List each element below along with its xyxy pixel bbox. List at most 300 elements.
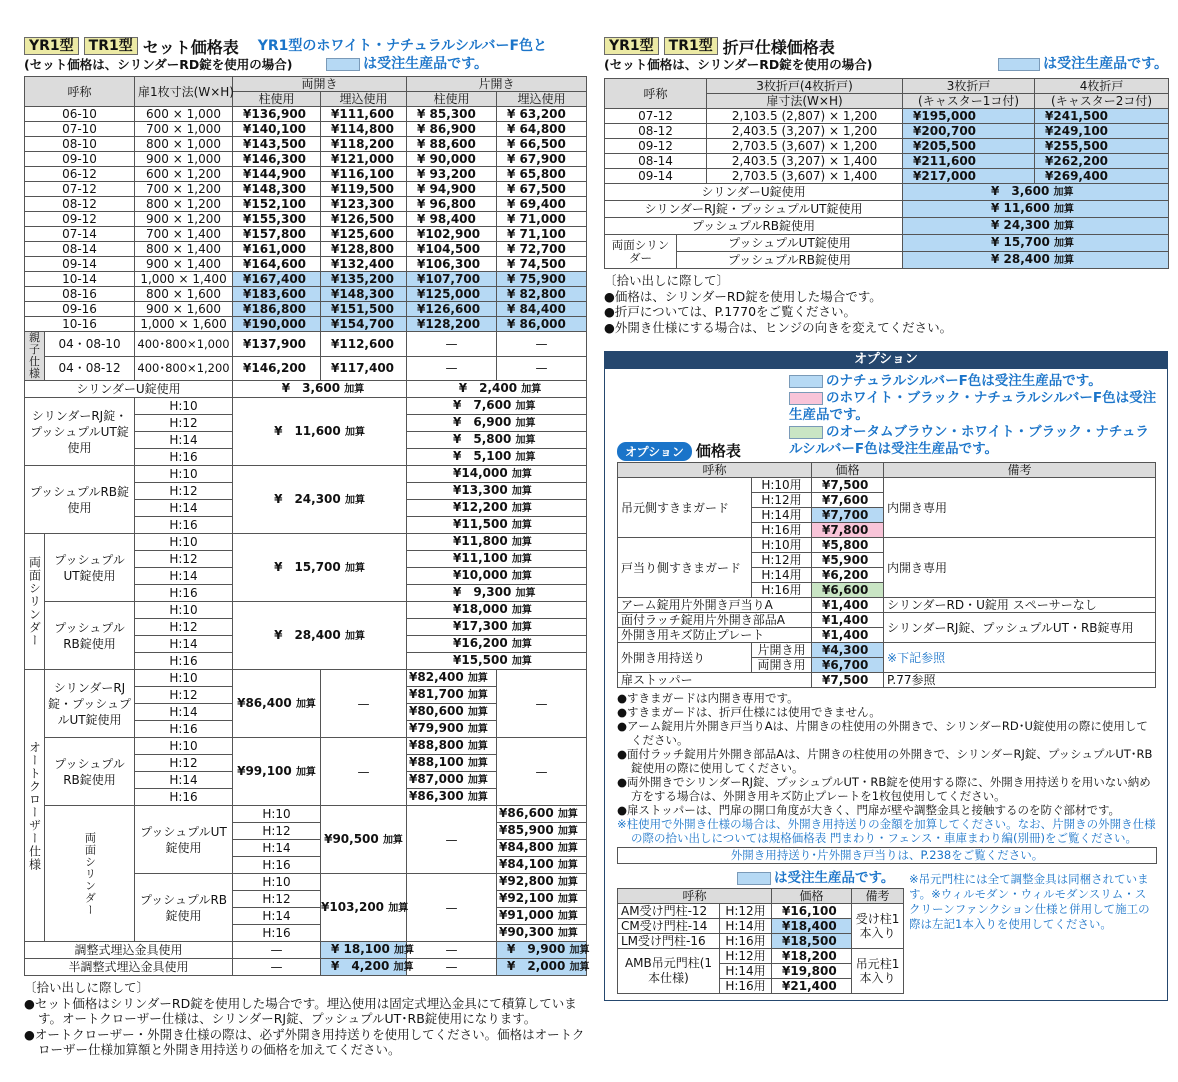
kasan-label: 加算 <box>515 588 536 599</box>
kata-price-cell <box>407 755 497 772</box>
price-value: ¥ 11,600 <box>274 423 341 438</box>
price-value: ¥79,900 <box>409 721 464 735</box>
table-cell: ¥186,800 <box>233 302 321 317</box>
kata-price-cell <box>407 415 587 432</box>
table-cell: 07-12 <box>25 182 135 197</box>
table-row <box>605 154 1169 169</box>
col-name: 呼称 <box>618 463 812 478</box>
price-value: ¥ 15,700 <box>274 559 341 574</box>
price-value: ¥86,400 <box>237 695 292 710</box>
table-cell: ¥6,200 <box>812 568 884 583</box>
table-cell: ¥ 90,000 <box>407 152 497 167</box>
table-cell: H:12用 <box>752 493 812 508</box>
table-cell: — <box>233 942 321 959</box>
table-cell: 04・08-10 <box>45 332 135 357</box>
col-3fold-sub: (キャスター1コ付) <box>903 94 1035 109</box>
price-value: ¥99,100 <box>237 763 292 778</box>
kata-price-cell <box>407 466 587 483</box>
ryo-price-cell <box>321 874 407 942</box>
table-cell: ¥118,200 <box>321 137 407 152</box>
kasan-label: 加算 <box>557 843 578 854</box>
group-label: プッシュプルRB錠使用 <box>45 738 135 806</box>
kasan-label: 加算 <box>1054 204 1075 215</box>
table-cell: 08-14 <box>605 154 707 169</box>
table-cell: ¥135,200 <box>321 272 407 287</box>
legend-text: のホワイト・ブラック・ナチュラルシルバーF色は受注生産品です。 <box>789 390 1157 423</box>
kasan-label: 加算 <box>467 792 488 803</box>
set-price-table <box>24 76 590 976</box>
table-cell: ¥ 94,900 <box>407 182 497 197</box>
table-cell: ¥7,800 <box>812 523 884 538</box>
table-cell: H:16 <box>135 789 233 806</box>
table-cell: H:14 <box>135 568 233 585</box>
table-row <box>25 670 587 687</box>
table-cell: ¥116,100 <box>321 167 407 182</box>
set-price-subtitle: (セット価格は、シリンダーRD錠を使用の場合) <box>24 57 293 72</box>
table-row <box>618 673 1156 688</box>
table-cell: ¥ 67,900 <box>497 152 587 167</box>
right-notes <box>604 273 1168 335</box>
kata-price-cell <box>497 874 587 891</box>
table-cell: ¥ 84,400 <box>497 302 587 317</box>
table-cell: ¥117,400 <box>321 356 407 381</box>
price-value: ¥ 6,900 <box>453 415 512 429</box>
table-row <box>25 257 587 272</box>
table-cell: — <box>407 959 497 976</box>
group-label: プッシュプルRB錠使用 <box>135 874 233 942</box>
table-cell: ¥183,600 <box>233 287 321 302</box>
table-cell: ¥167,400 <box>233 272 321 287</box>
option-note: シリンダーRD・U錠用 スペーサーなし <box>884 598 1156 613</box>
kasan-label: 加算 <box>467 741 488 752</box>
table-cell: 受け柱1本入り <box>852 904 904 949</box>
table-cell: H:14 <box>135 500 233 517</box>
table-cell: ¥262,200 <box>1035 154 1169 169</box>
kasan-label: 加算 <box>467 758 488 769</box>
kata-price-cell <box>497 806 587 823</box>
add-label: シリンダーRJ錠・プッシュプルUT錠使用 <box>605 201 903 218</box>
table-cell: ¥16,100 <box>772 904 852 919</box>
table-row <box>618 538 1156 553</box>
kasan-label: 加算 <box>515 435 536 446</box>
table-cell: ¥1,400 <box>812 628 884 643</box>
table-cell: ¥18,400 <box>772 919 852 934</box>
table-cell: ¥128,200 <box>407 317 497 332</box>
kata-price-cell <box>407 772 497 789</box>
option-name: 外開き用キズ防止プレート <box>618 628 812 643</box>
col-umekomi: 埋込使用 <box>497 92 587 107</box>
table-row <box>25 152 587 167</box>
table-cell: ¥7,600 <box>812 493 884 508</box>
price-value: ¥92,800 <box>499 874 554 888</box>
vertical-label: 両面シリンダー <box>45 806 135 942</box>
ryo-price-cell <box>233 602 407 670</box>
table-cell: ¥146,300 <box>233 152 321 167</box>
table-row <box>605 139 1169 154</box>
table-cell: H:12 <box>135 687 233 704</box>
model-tag-yr1: YR1型 <box>24 37 79 55</box>
table-cell: H:12 <box>233 891 321 908</box>
group-label: プッシュプルRB錠使用 <box>45 602 135 670</box>
table-cell: 08-10 <box>25 137 135 152</box>
folding-title: 折戸仕様価格表 <box>722 37 835 57</box>
table-cell: ¥195,000 <box>903 109 1035 124</box>
table-cell: H:16 <box>233 925 321 942</box>
table-cell: H:10 <box>135 398 233 415</box>
table-cell: 06-12 <box>25 167 135 182</box>
kata-price-cell <box>407 398 587 415</box>
table-row <box>25 317 587 332</box>
table-cell: ¥144,900 <box>233 167 321 182</box>
kasan-label: 加算 <box>569 962 590 973</box>
table-cell: ¥18,500 <box>772 934 852 949</box>
price-value: ¥ 5,100 <box>453 449 512 463</box>
vertical-label: オートクローザー仕様 <box>25 670 45 942</box>
table-cell: ¥126,600 <box>407 302 497 317</box>
table-cell: ¥148,300 <box>321 287 407 302</box>
table-cell: 900 × 1,600 <box>135 302 233 317</box>
table-cell: 07-10 <box>25 122 135 137</box>
ryo-price-cell <box>233 398 407 466</box>
price-value: ¥ 5,800 <box>453 432 512 446</box>
ryo-price-cell <box>321 806 407 874</box>
table-cell: H:16 <box>233 857 321 874</box>
price-value: ¥14,000 <box>453 466 508 480</box>
table-cell: ¥164,600 <box>233 257 321 272</box>
option-notes <box>617 691 1157 845</box>
kasan-label: 加算 <box>511 503 532 514</box>
kasan-label: 加算 <box>569 945 590 956</box>
ryo-price-cell <box>233 466 407 534</box>
table-cell: — <box>407 942 497 959</box>
table-cell: ¥200,700 <box>903 124 1035 139</box>
kasan-label: 加算 <box>511 486 532 497</box>
col-price: 価格 <box>772 889 852 904</box>
kasan-label: 加算 <box>344 562 365 574</box>
notes-heading: 〔拾い出しに際して〕 <box>604 273 730 288</box>
kasan-label: 加算 <box>511 520 532 531</box>
option-note: ※下記参照 <box>884 643 1156 673</box>
vertical-label: 両面シリンダー <box>25 534 45 670</box>
table-cell: ¥154,700 <box>321 317 407 332</box>
table-cell: 600 × 1,200 <box>135 167 233 182</box>
col-umekomi: 埋込使用 <box>321 92 407 107</box>
price-value: ¥88,100 <box>409 755 464 769</box>
table-cell: ¥190,000 <box>233 317 321 332</box>
note-item: ●価格は、シリンダーRD錠を使用した場合です。 <box>604 288 882 304</box>
table-cell: H:12 <box>135 483 233 500</box>
table-cell: H:14 <box>135 704 233 721</box>
option-note: P.77参照 <box>884 673 1156 688</box>
set-price-section <box>24 36 590 1058</box>
kasan-label: 加算 <box>467 775 488 786</box>
ryo-price-cell <box>233 534 407 602</box>
table-cell: 1,000 × 1,400 <box>135 272 233 287</box>
table-cell: ¥269,400 <box>1035 169 1169 184</box>
table-cell: ¥155,300 <box>233 212 321 227</box>
price-value: ¥103,200 <box>321 899 385 914</box>
kasan-label: 加算 <box>511 554 532 565</box>
option-note: シリンダーRJ錠、プッシュプルUT・RB錠専用 <box>884 613 1156 643</box>
kata-price-cell <box>407 704 497 721</box>
table-cell: ¥ 86,900 <box>407 122 497 137</box>
table-cell: H:14用 <box>752 508 812 523</box>
table-cell: ¥140,100 <box>233 122 321 137</box>
table-cell: H:10 <box>135 602 233 619</box>
kata-price-cell <box>407 585 587 602</box>
folding-door-section <box>604 36 1168 1001</box>
table-cell: 吊元柱1本入り <box>852 949 904 994</box>
model-tag-tr1: TR1型 <box>84 37 138 55</box>
price-value: ¥18,000 <box>453 602 508 616</box>
cylinder-u-ryo: ¥ 3,600 <box>281 381 341 395</box>
table-cell: ¥ 66,500 <box>497 137 587 152</box>
color-swatch <box>789 375 823 388</box>
table-cell: H:10 <box>135 534 233 551</box>
table-cell: ¥6,700 <box>812 658 884 673</box>
table-cell: ¥143,500 <box>233 137 321 152</box>
table-cell: ¥ 67,500 <box>497 182 587 197</box>
note-item: ●すきまガードは内開き専用です。 <box>617 691 799 705</box>
table-row <box>605 124 1169 139</box>
kasan-label: 加算 <box>557 826 578 837</box>
table-cell: ¥104,500 <box>407 242 497 257</box>
color-swatch <box>737 872 771 885</box>
kasan-label: 加算 <box>515 401 536 412</box>
table-cell: 800 × 1,200 <box>135 197 233 212</box>
kata-price-cell <box>407 653 587 670</box>
table-cell: ¥5,900 <box>812 553 884 568</box>
kata-price-cell <box>497 925 587 942</box>
table-cell: ¥123,300 <box>321 197 407 212</box>
option-name: 面付ラッチ錠用片外開き部品A <box>618 613 812 628</box>
table-cell: ¥ 93,200 <box>407 167 497 182</box>
kata-price-cell <box>407 534 587 551</box>
table-cell: ¥107,700 <box>407 272 497 287</box>
order-note: は受注生産品です。 <box>1043 56 1168 72</box>
add-label: プッシュプルUT錠使用 <box>677 235 903 252</box>
table-cell: ¥146,200 <box>233 356 321 381</box>
table-cell: ¥7,500 <box>812 478 884 493</box>
table-cell: H:12 <box>135 619 233 636</box>
table-cell: ¥1,400 <box>812 613 884 628</box>
table-cell: 900 × 1,400 <box>135 257 233 272</box>
col-note: 備考 <box>852 889 904 904</box>
table-row <box>25 167 587 182</box>
kasan-label: 加算 <box>382 834 403 846</box>
table-cell: 700 × 1,200 <box>135 182 233 197</box>
table-cell: 08-16 <box>25 287 135 302</box>
kata-price-cell <box>407 551 587 568</box>
col-name: 呼称 <box>25 77 135 107</box>
adj-label: 調整式埋込金具使用 <box>25 942 233 959</box>
table-cell: AMB吊元門柱(1本仕様) <box>618 949 720 994</box>
table-cell: CM受け門柱-14 <box>618 919 720 934</box>
price-value: ¥ 7,600 <box>453 398 512 412</box>
cylinder-u-kata: ¥ 2,400 <box>458 381 518 395</box>
price-value: ¥92,100 <box>499 891 554 905</box>
box-note: 外開き用持送り･片外開き戸当りは、P.238をご覧ください。 <box>617 847 1157 864</box>
table-cell: ¥ 96,800 <box>407 197 497 212</box>
table-cell: ¥255,500 <box>1035 139 1169 154</box>
table-cell: 700 × 1,000 <box>135 122 233 137</box>
table-cell: ¥161,000 <box>233 242 321 257</box>
table-cell: 800 × 1,400 <box>135 242 233 257</box>
table-cell: 09-14 <box>25 257 135 272</box>
table-cell: 900 × 1,200 <box>135 212 233 227</box>
kata-price-cell <box>407 432 587 449</box>
table-cell: 09-10 <box>25 152 135 167</box>
table-cell: 2,103.5 (2,807) × 1,200 <box>707 109 903 124</box>
table-cell: ¥ 85,300 <box>407 107 497 122</box>
price-value: ¥90,500 <box>324 831 379 846</box>
table-cell: H:16用 <box>720 979 772 994</box>
price-value: ¥12,200 <box>453 500 508 514</box>
add-price: ¥ 28,400 <box>991 252 1050 266</box>
table-cell: ¥4,300 <box>812 643 884 658</box>
add-price: ¥ 24,300 <box>991 218 1050 232</box>
table-cell: H:10 <box>233 874 321 891</box>
dash-cell: — <box>407 874 497 942</box>
table-cell: 2,703.5 (3,607) × 1,400 <box>707 169 903 184</box>
option-note: 内開き専用 <box>884 538 1156 598</box>
table-cell: ¥ 72,700 <box>497 242 587 257</box>
table-cell: H:14用 <box>720 964 772 979</box>
model-tag-tr1: TR1型 <box>664 37 718 55</box>
table-cell: ¥136,900 <box>233 107 321 122</box>
group-label: プッシュプルUT錠使用 <box>45 534 135 602</box>
table-row <box>25 182 587 197</box>
table-cell: H:12 <box>135 755 233 772</box>
cylinder-u-label: シリンダーU錠使用 <box>25 381 233 398</box>
kata-price-cell <box>407 517 587 534</box>
col-size: 3枚折戸(4枚折戸) <box>707 79 903 94</box>
note-item: ●両外開きでシリンダーRJ錠、プッシュプルUT・RB錠を使用する際に、外開き用持送りを用いない納め方をする場合は、外開き用キズ防止プレートを1枚包使用してください。 <box>617 775 1151 803</box>
table-row <box>25 137 587 152</box>
kata-price-cell <box>407 619 587 636</box>
note-item: ●面付ラッチ錠用片外開き部品Aは、片開きの柱使用の外開きで、シリンダーRJ錠、プッシュプルUT･RB錠使用の際に使用してください。 <box>617 747 1153 775</box>
col-name: 呼称 <box>618 889 772 904</box>
group-label: プッシュプルRB錠使用 <box>25 466 135 534</box>
table-cell: ¥ 74,500 <box>497 257 587 272</box>
table-cell: 400･800×1,200 <box>135 356 233 381</box>
table-cell: ¥114,800 <box>321 122 407 137</box>
table-cell: LM受け門柱-16 <box>618 934 720 949</box>
group-label: プッシュプルUT錠使用 <box>135 806 233 874</box>
table-cell: ¥152,100 <box>233 197 321 212</box>
price-value: ¥84,800 <box>499 840 554 854</box>
kasan-label: 加算 <box>515 452 536 463</box>
table-cell: H:12 <box>135 551 233 568</box>
table-cell: H:12用 <box>720 904 772 919</box>
folding-table <box>604 78 1169 269</box>
kasan-label: 加算 <box>511 469 532 480</box>
table-cell: ¥112,600 <box>321 332 407 357</box>
table-row <box>618 643 1156 658</box>
order-note: YR1型のホワイト・ナチュラルシルバーF色と <box>257 38 548 54</box>
table-cell: H:16用 <box>752 523 812 538</box>
kasan-label: 加算 <box>467 724 488 735</box>
table-cell: 09-16 <box>25 302 135 317</box>
table-row <box>25 122 587 137</box>
table-cell: ¥ 98,400 <box>407 212 497 227</box>
table-cell: 10-14 <box>25 272 135 287</box>
price-value: ¥80,600 <box>409 704 464 718</box>
note-item: ●セット価格はシリンダーRD錠を使用した場合です。埋込使用は固定式埋込金具にて積算しています。オートクローザー仕様は、シリンダーRJ錠、プッシュプルUT･RB錠使用になります。 <box>24 995 577 1026</box>
table-row <box>605 169 1169 184</box>
oyako-label: 親子仕様 <box>25 332 45 381</box>
table-row <box>25 227 587 242</box>
kata-price-cell <box>407 449 587 466</box>
kata-price-cell <box>407 721 497 738</box>
table-cell: H:10 <box>233 806 321 823</box>
kata-price-cell <box>407 687 497 704</box>
table-row <box>618 598 1156 613</box>
table-cell: ¥ 88,600 <box>407 137 497 152</box>
table-cell: H:16 <box>135 517 233 534</box>
kasan-label: 加算 <box>511 622 532 633</box>
post-side-note: ※吊元門柱には全て調整金具は同梱されています。※ウィルモダン・ウィルモダンスリム・スクリーンファンクション仕様と併用して施工の際は左記1本入りを使用してください。 <box>909 872 1150 931</box>
price-value: ¥82,400 <box>409 670 464 684</box>
table-cell: ¥119,500 <box>321 182 407 197</box>
add-label: シリンダーU錠使用 <box>605 184 903 201</box>
table-cell: H:14 <box>135 432 233 449</box>
table-cell: ¥151,500 <box>321 302 407 317</box>
kasan-label: 加算 <box>1053 187 1074 198</box>
option-pill: オプション <box>617 442 692 461</box>
col-4fold-sub: (キャスター2コ付) <box>1035 94 1169 109</box>
table-cell: H:12 <box>233 823 321 840</box>
kata-price-cell <box>407 670 497 687</box>
table-cell: H:14用 <box>752 568 812 583</box>
table-cell: H:12用 <box>752 553 812 568</box>
option-header: オプション <box>604 351 1168 369</box>
table-cell: 09-12 <box>25 212 135 227</box>
table-row <box>25 466 587 483</box>
table-cell: H:16 <box>135 585 233 602</box>
table-row <box>605 109 1169 124</box>
kasan-label: 加算 <box>344 494 365 506</box>
order-note-2: は受注生産品です。 <box>363 56 488 72</box>
table-cell: ¥211,600 <box>903 154 1035 169</box>
note-item: ●外開き仕様にする場合は、ヒンジの向きを変えてください。 <box>604 319 953 335</box>
table-row <box>25 534 587 551</box>
half-kata-price: ¥ 2,000 <box>507 959 566 973</box>
table-cell: ¥128,800 <box>321 242 407 257</box>
table-cell: H:12 <box>135 415 233 432</box>
price-value: ¥88,800 <box>409 738 464 752</box>
adj-kata-price: ¥ 9,900 <box>507 942 566 956</box>
note-item: ●アーム錠用片外開き戸当りAは、片開きの柱使用の外開きで、シリンダーRD･U錠使用の際に使用してください。 <box>617 719 1148 747</box>
col-hashira: 柱使用 <box>233 92 321 107</box>
option-table <box>617 462 1156 688</box>
price-value: ¥81,700 <box>409 687 464 701</box>
table-cell: AM受け門柱-12 <box>618 904 720 919</box>
table-row <box>25 287 587 302</box>
col-4fold: 4枚折戸 <box>1035 79 1169 94</box>
table-cell: H:14用 <box>720 919 772 934</box>
note-item: ●オートクローザー・外開き仕様の際は、必ず外開き用持送りを使用してください。価格はオートクローザー仕様加算額と外開き用持送りの価格を加えてください。 <box>24 1026 585 1057</box>
legend-text: のナチュラルシルバーF色は受注生産品です。 <box>826 373 1102 389</box>
table-cell: ¥132,400 <box>321 257 407 272</box>
table-cell: ¥ 86,000 <box>497 317 587 332</box>
price-value: ¥86,300 <box>409 789 464 803</box>
table-cell: ¥ 63,200 <box>497 107 587 122</box>
group-label: シリンダーRJ錠・プッシュプルUT錠使用 <box>45 670 135 738</box>
kasan-label: 加算 <box>557 894 578 905</box>
add-price: ¥ 15,700 <box>991 235 1050 249</box>
kata-price-cell <box>497 840 587 857</box>
